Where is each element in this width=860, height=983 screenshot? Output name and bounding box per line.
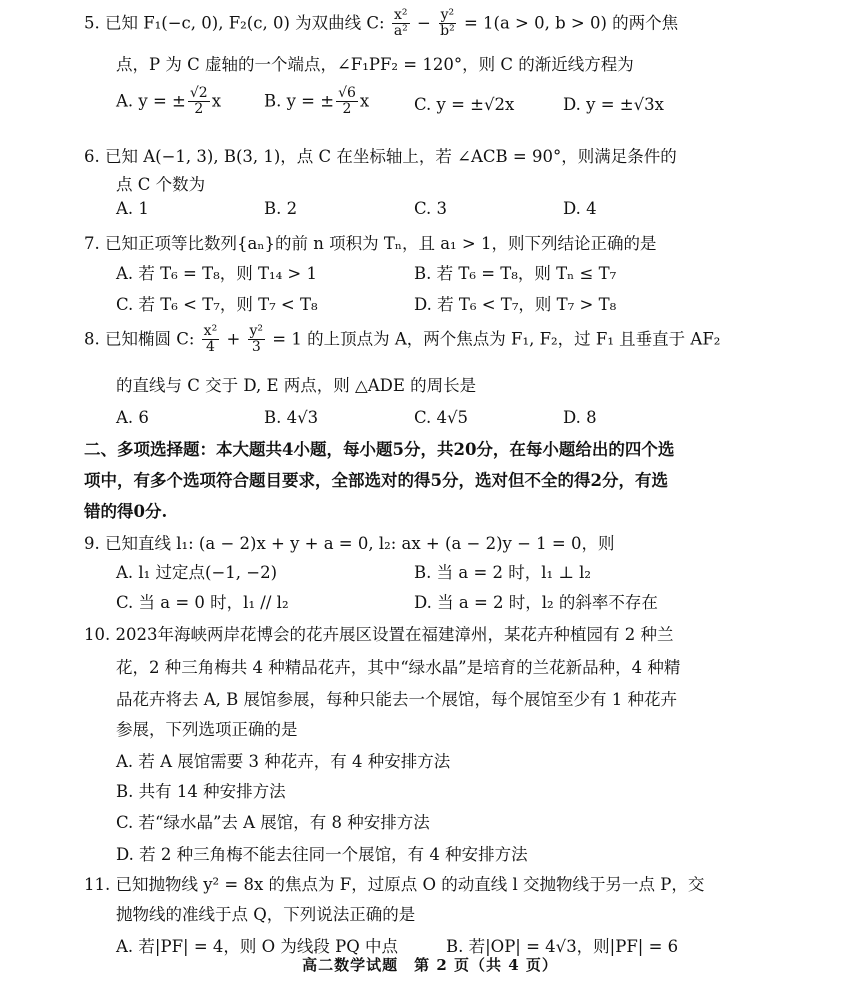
q6-line2: 点 C 个数为: [116, 175, 206, 194]
q7-option-b: B. 若 T₆ = T₈，则 Tₙ ≤ T₇: [414, 264, 617, 283]
q8-option-b: B. 4√3: [264, 408, 319, 427]
q8-option-c: C. 4√5: [414, 408, 469, 427]
q10-line1: 10. 2023年海峡两岸花博会的花卉展区设置在福建漳州，某花卉种植园有 2 种兰: [84, 625, 674, 644]
q7-line1: 7. 已知正项等比数列{aₙ}的前 n 项积为 Tₙ，且 a₁ > 1，则下列结论正确的是: [84, 234, 657, 253]
q5-line2: 点，P 为 C 虚轴的一个端点，∠F₁PF₂ = 120°，则 C 的渐近线方程为: [116, 55, 634, 74]
q8-line1-pre: 8. 已知椭圆 C:: [84, 329, 195, 349]
q10-option-d: D. 若 2 种三角梅不能去往同一个展馆，有 4 种安排方法: [116, 845, 528, 864]
q10-line4: 参展，下列选项正确的是: [116, 720, 298, 739]
q5-line1-pre: 5. 已知 F₁(−c, 0), F₂(c, 0) 为双曲线 C:: [84, 13, 385, 33]
q8-fraction-x: $\frac{\text{x²}}{4}$: [203, 323, 218, 356]
q11-line2: 抛物线的准线于点 Q，下列说法正确的是: [116, 905, 416, 924]
q9-option-a: A. l₁ 过定点(−1, −2): [116, 563, 278, 582]
q8-option-d: D. 8: [563, 408, 597, 427]
q6-option-c: C. 3: [414, 199, 448, 218]
q5-minus: −: [417, 13, 431, 33]
q5-option-c: C. y = ±√2x: [414, 95, 515, 114]
q6-option-a: A. 1: [116, 199, 149, 218]
q8-plus: +: [226, 329, 241, 349]
q10-line3: 品花卉将去 A, B 展馆参展，每种只能去一个展馆，每个展馆至少有 1 种花卉: [116, 690, 678, 709]
q6-option-b: B. 2: [264, 199, 298, 218]
q5-line1: [84, 8, 678, 40]
q9-option-d: D. 当 a = 2 时，l₂ 的斜率不存在: [414, 593, 658, 612]
q10-option-a: A. 若 A 展馆需要 3 种花卉，有 4 种安排方法: [116, 752, 451, 771]
section-2-heading: 二、多项选择题：本大题共4小题，每小题5分，共20分，在每小题给出的四个选 项中，有多个选项符合题目要求，全部选对的得5分，选对但不全的得2分，有选 错的得0分.: [84, 440, 675, 521]
q9-option-c: C. 当 a = 0 时，l₁ // l₂: [116, 593, 289, 612]
q5-option-d: D. y = ±√3x: [563, 95, 664, 114]
page-footer: 高二数学试题 第 2 页（共 4 页）: [302, 956, 558, 974]
q8-fraction-y: $\frac{\text{y²}}{3}$: [249, 323, 264, 356]
q8-line1: [84, 324, 720, 356]
q7-option-d: D. 若 T₆ < T₇，则 T₇ > T₈: [414, 295, 617, 314]
q5-line1-post: = 1(a > 0, b > 0) 的两个焦: [463, 13, 679, 33]
q11-option-a: A. 若|PF| = 4，则 O 为线段 PQ 中点: [116, 937, 399, 956]
q6-option-d: D. 4: [563, 199, 597, 218]
q5-fraction-y: $\frac{\text{y²}}{\text{b²}}$: [440, 7, 455, 40]
q9-line1: 9. 已知直线 l₁: (a − 2)x + y + a = 0, l₂: ax + (a − 2)y − 1 = 0，则: [84, 534, 615, 553]
q11-line1: 11. 已知抛物线 y² = 8x 的焦点为 F，过原点 O 的动直线 l 交抛物线于另一点 P，交: [84, 875, 705, 894]
q9-option-b: B. 当 a = 2 时，l₁ ⊥ l₂: [414, 563, 592, 582]
q10-option-b: B. 共有 14 种安排方法: [116, 782, 286, 801]
q7-option-c: C. 若 T₆ < T₇，则 T₇ < T₈: [116, 295, 318, 314]
q5-option-b: B. y = ± $\frac{√6}{2}$ x: [264, 85, 370, 118]
q8-line2: 的直线与 C 交于 D, E 两点，则 △ADE 的周长是: [116, 376, 477, 395]
q8-option-a: A. 6: [116, 408, 149, 427]
q8-line1-post: = 1 的上顶点为 A，两个焦点为 F₁, F₂，过 F₁ 且垂直于 AF₂: [272, 329, 721, 349]
q11-option-b: B. 若|OP| = 4√3，则|PF| = 6: [446, 937, 679, 956]
q7-option-a: A. 若 T₆ = T₈，则 T₁₄ > 1: [116, 264, 317, 283]
q5-option-a: A. y = ± $\frac{√2}{2}$ x: [116, 85, 222, 118]
q10-option-c: C. 若“绿水晶”去 A 展馆，有 8 种安排方法: [116, 813, 430, 832]
q6-line1: 6. 已知 A(−1, 3), B(3, 1)，点 C 在坐标轴上，若 ∠ACB = 90°，则满足条件的: [84, 147, 677, 166]
q10-line2: 花，2 种三角梅共 4 种精品花卉，其中“绿水晶”是培育的兰花新品种，4 种精: [116, 658, 681, 677]
q5-fraction-x: $\frac{\text{x²}}{\text{a²}}$: [393, 7, 408, 40]
